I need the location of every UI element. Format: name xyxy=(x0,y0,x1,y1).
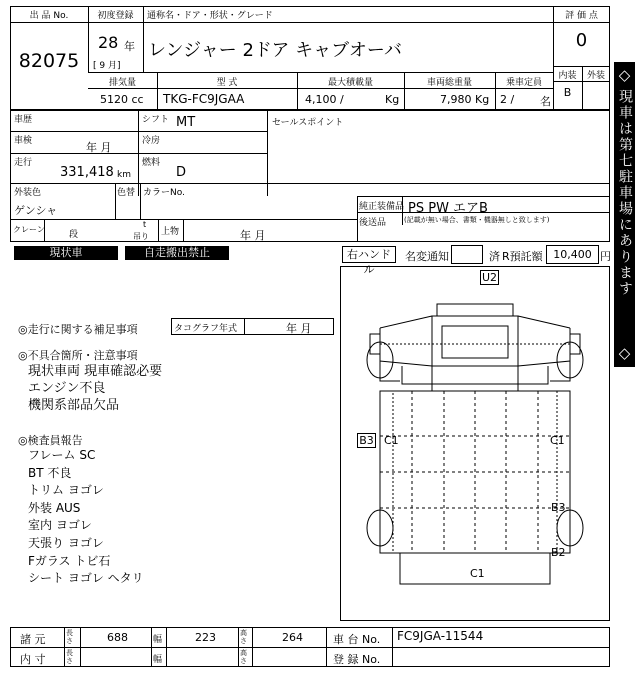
displacement-label: 排気量 xyxy=(108,78,136,88)
first-reg-label: 初度登録 xyxy=(97,11,134,21)
color-label: 外装色 xyxy=(14,188,42,198)
inspector-item: フレーム SC xyxy=(28,448,96,462)
chassis-value: FC9JGA-11544 xyxy=(397,629,484,643)
color-value: ゲンシャ xyxy=(14,204,58,217)
damage-label-b3-left: B3 xyxy=(357,433,376,448)
vehicle-name: レンジャー 2ドア キャブオーバ xyxy=(148,40,403,61)
interior-label: 内装 xyxy=(558,71,577,81)
registration-label: 登 録 No. xyxy=(333,653,381,666)
defect-item: 現状車両 現車確認必要 xyxy=(28,364,163,379)
displacement-value: 5120 cc xyxy=(100,93,144,106)
damage-label-c1-left: C1 xyxy=(384,434,399,447)
defect-item: エンジン不良 xyxy=(28,381,106,396)
selling-points-label: セールスポイント xyxy=(272,118,344,128)
name-label: 通称名・ドア・形状・グレード xyxy=(147,11,273,21)
inner-height-label: 高さ xyxy=(240,649,247,665)
inspector-item: 天張り ヨゴレ xyxy=(28,535,104,550)
defects-label: ◎不具合箇所・注意事項 xyxy=(18,349,138,362)
driving-notes-label: ◎走行に関する補足事項 xyxy=(18,323,138,336)
capacity-value: 2 / xyxy=(500,93,515,106)
first-reg-year: 28 xyxy=(98,33,119,52)
no-self-drive-badge: 自走搬出禁止 xyxy=(125,246,229,260)
inspector-list xyxy=(28,447,144,588)
model-label: 型 式 xyxy=(216,78,238,88)
defects-list xyxy=(28,363,162,414)
name-change-label: 名変通知 xyxy=(405,250,449,263)
recycle-r-label: R預託額 xyxy=(502,250,543,263)
banner-diamond-top: ◇ xyxy=(618,66,631,84)
inner-length-label: 長さ xyxy=(66,649,73,665)
recycle-unit: 円 xyxy=(600,250,611,263)
equipment-value: PS PW エアB xyxy=(408,201,488,216)
inspector-item: Fガラス トビ石 xyxy=(28,553,111,568)
name-change-box xyxy=(451,245,483,264)
inner-dims-label: 内 寸 xyxy=(20,653,46,666)
model-value: TKG-FC9JGAA xyxy=(163,92,245,106)
damage-label-c1-right: C1 xyxy=(550,434,565,447)
inspector-label: ◎検査員報告 xyxy=(18,434,83,447)
inspector-item: 外装 AUS xyxy=(28,500,81,515)
damage-label-b3-right: B3 xyxy=(551,501,566,514)
capacity-unit: 名 xyxy=(540,95,551,108)
length-value: 688 xyxy=(107,631,128,644)
inspector-item: シート ヨゴレ ヘタリ xyxy=(28,571,144,586)
capacity-label: 乗車定員 xyxy=(505,78,542,88)
mileage-value: 331,418 xyxy=(60,165,114,180)
payload-value: 4,100 / xyxy=(305,93,344,106)
mileage-unit: km xyxy=(117,170,131,180)
gross-value: 7,980 Kg xyxy=(440,93,490,106)
chassis-label: 車 台 No. xyxy=(333,633,381,646)
inspector-item: トリム ヨゴレ xyxy=(28,483,104,498)
exterior-label: 外装 xyxy=(586,71,605,81)
shift-label: シフト xyxy=(142,115,170,125)
fuel-label: 燃料 xyxy=(142,158,161,168)
right-hand-drive-badge: 右ハンドル xyxy=(342,246,396,263)
fuel-value: D xyxy=(176,165,187,180)
height-label: 高さ xyxy=(240,629,247,645)
banner-text: 現車は第七駐車場にあります xyxy=(617,89,633,297)
color-change-label: 色替 xyxy=(117,188,136,198)
inspector-item: 室内 ヨゴレ xyxy=(28,518,92,533)
payload-unit: Kg xyxy=(385,93,400,106)
score-label: 評 価 点 xyxy=(565,11,598,21)
first-reg-month: [ 9 月] xyxy=(93,61,121,71)
lot-label: 出 品 No. xyxy=(29,11,69,21)
side-banner xyxy=(614,62,635,367)
banner-diamond-bottom: ◇ xyxy=(618,344,631,362)
ac-label: 冷房 xyxy=(142,136,161,146)
crane-hook: 吊り xyxy=(133,232,149,241)
width-value: 223 xyxy=(195,631,216,644)
history-label: 車歴 xyxy=(14,115,33,125)
dims-label: 諸 元 xyxy=(20,633,46,646)
inspector-item: BT 不良 xyxy=(28,465,72,480)
current-condition-badge: 現状車 xyxy=(14,246,118,260)
inner-width-label: 幅 xyxy=(153,655,163,665)
mileage-label: 走行 xyxy=(14,158,33,168)
tacho-value: 年 月 xyxy=(286,322,312,335)
score-value: 0 xyxy=(575,30,588,51)
width-label: 幅 xyxy=(153,635,163,645)
height-value: 264 xyxy=(282,631,303,644)
interior-grade: B xyxy=(563,86,572,99)
gross-label: 車両総重量 xyxy=(426,78,472,88)
shift-value: MT xyxy=(176,115,196,130)
upper-label: 上物 xyxy=(161,227,180,237)
aftermarket-label: 後送品 xyxy=(359,218,387,228)
length-label: 長さ xyxy=(66,629,73,645)
payload-label: 最大積載量 xyxy=(327,78,373,88)
inspection-value: 年 月 xyxy=(86,141,112,154)
recycle-done-label: 済 xyxy=(489,250,500,263)
tacho-label: タコグラフ年式 xyxy=(174,324,238,334)
equipment-label: 純正装備品 xyxy=(359,202,405,212)
aftermarket-note: (記載が無い場合、書類・機器無しと致します) xyxy=(404,216,550,224)
damage-label-b2: B2 xyxy=(551,546,566,559)
damage-label-c1-bottom: C1 xyxy=(470,567,485,580)
crane-ton: t xyxy=(143,220,147,229)
year-label: 年 xyxy=(124,40,135,53)
damage-label-u2: U2 xyxy=(481,271,498,284)
upper-value: 年 月 xyxy=(240,229,266,242)
inspection-label: 車検 xyxy=(14,136,33,146)
crane-label: クレーン xyxy=(13,225,45,234)
recycle-amount: 10,400 xyxy=(546,245,599,264)
lot-number: 82075 xyxy=(18,50,80,72)
crane-stage: 段 xyxy=(69,230,79,240)
defect-item: 機関系部品欠品 xyxy=(28,398,120,413)
color-code-label: カラーNo. xyxy=(143,188,185,198)
